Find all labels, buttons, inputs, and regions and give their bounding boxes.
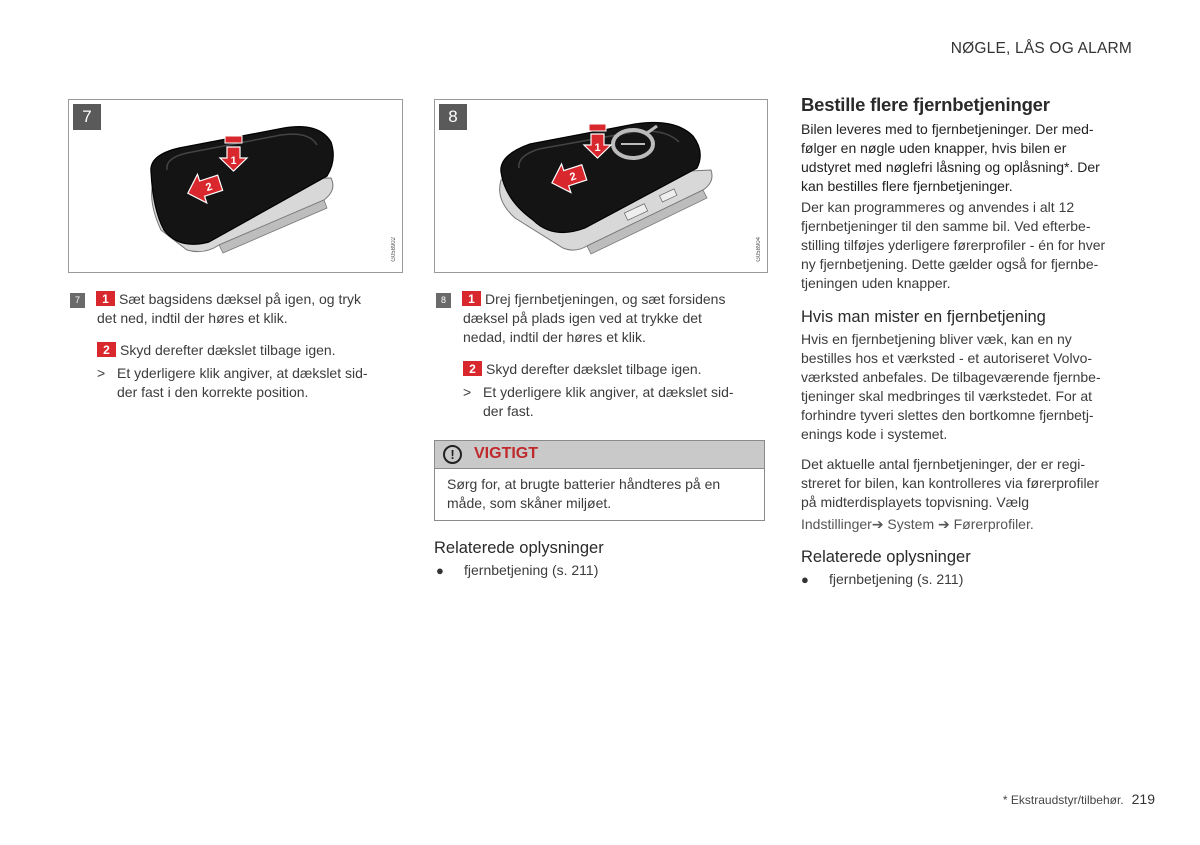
important-label: VIGTIGT — [474, 445, 538, 462]
important-line: Sørg for, at brugte batterier håndteres på en — [447, 476, 721, 492]
menu-path: Indstillinger➔ System ➔ Førerprofiler. — [801, 516, 1034, 532]
step-7-instruction — [70, 290, 400, 328]
svg-text:2: 2 — [103, 343, 110, 357]
substep-2 — [463, 360, 763, 379]
step-number-badge: 8 — [436, 293, 451, 308]
result-note — [463, 383, 763, 423]
text-line: på midterdisplayets topvisning. Vælg — [801, 494, 1030, 510]
figure-code: G058902 — [391, 237, 397, 262]
exclamation-icon: ! — [443, 445, 462, 464]
text-line: streret for bilen, kan kontrolleres via førerprofiler — [801, 475, 1099, 491]
paragraph-intro — [801, 120, 1141, 196]
text-line: følger en nøgle uden knapper, hvis bilen er — [801, 140, 1067, 156]
important-text — [447, 475, 757, 513]
number-1-icon — [462, 291, 481, 306]
text-line: enings kode i systemet. — [801, 426, 948, 442]
related-link[interactable] — [801, 570, 1101, 590]
section-heading: Bestille flere fjernbetjeninger — [801, 94, 1050, 115]
text-line: Det aktuelle antal fjernbetjeninger, der er regi- — [801, 456, 1086, 472]
related-link-text[interactable]: fjernbetjening (s. 211) — [829, 571, 964, 587]
svg-text:2: 2 — [469, 362, 476, 376]
text-line: tjeninger skal medbringes til værkstedet. For at — [801, 388, 1093, 404]
chapter-title: NØGLE, LÅS OG ALARM — [950, 40, 1132, 57]
figure-number: 7 — [73, 104, 101, 130]
related-heading: Relaterede oplysninger — [801, 548, 971, 566]
text-line: Bilen leveres med to fjernbetjeninger. Der med- — [801, 121, 1094, 137]
paragraph-lost-remote — [801, 330, 1141, 444]
number-2-icon — [463, 361, 482, 376]
text-line: udstyret med nøglefri låsning og oplåsning*. Der — [801, 159, 1100, 175]
important-notice — [434, 440, 765, 521]
step-text: Drej fjernbetjeningen, og sæt forsidens — [485, 291, 726, 307]
number-2-icon — [97, 342, 116, 357]
page-number: 219 — [1131, 791, 1155, 807]
result-text: der fast. — [483, 403, 534, 419]
step-text: Sæt bagsidens dæksel på igen, og tryk — [119, 291, 362, 307]
text-line: tjeningen uden knapper. — [801, 275, 951, 291]
text-line: forhindre tyveri slettes den bortkomne fjernbetj- — [801, 407, 1094, 423]
key-fob-illustration — [69, 100, 402, 272]
text-line: Der kan programmeres og anvendes i alt 12 — [801, 199, 1075, 215]
page-footer — [1003, 791, 1155, 807]
step-text: dæksel på plads igen ved at trykke det — [463, 310, 702, 326]
text-line: værksted anbefales. De tilbageværende fjernbe- — [801, 369, 1101, 385]
step-8-instruction — [436, 290, 766, 347]
related-link-text[interactable]: fjernbetjening (s. 211) — [464, 562, 599, 578]
svg-text:1: 1 — [468, 292, 475, 306]
step-text: det ned, indtil der høres et klik. — [97, 310, 288, 326]
related-link[interactable] — [436, 561, 736, 581]
svg-text:2: 2 — [204, 180, 214, 195]
svg-text:1: 1 — [230, 155, 237, 167]
result-text: der fast i den korrekte position. — [117, 384, 309, 400]
text-line: Hvis en fjernbetjening bliver væk, kan en ny — [801, 331, 1072, 347]
text-line: stilling tilføjes yderligere førerprofiler - én for hver — [801, 237, 1106, 253]
result-arrow: > — [463, 384, 472, 400]
substep-2 — [97, 341, 397, 360]
figure-8 — [434, 99, 768, 273]
related-heading: Relaterede oplysninger — [434, 539, 604, 557]
figure-number: 8 — [439, 104, 467, 130]
substep-text: Skyd derefter dækslet tilbage igen. — [486, 361, 702, 377]
lost-remote-heading: Hvis man mister en fjernbetjening — [801, 308, 1046, 326]
step-number-badge: 7 — [70, 293, 85, 308]
figure-code: G058904 — [756, 237, 762, 262]
svg-text:2: 2 — [568, 170, 578, 184]
paragraph-driver-profiles — [801, 455, 1141, 534]
footnote-text: * Ekstraudstyr/tilbehør. — [1002, 793, 1124, 807]
substep-text: Skyd derefter dækslet tilbage igen. — [120, 342, 336, 358]
result-note — [97, 364, 397, 404]
figure-7 — [68, 99, 403, 273]
text-line: fjernbetjeninger til den samme bil. Ved efterbe- — [801, 218, 1091, 234]
text-line: kan bestilles flere fjernbetjeninger. — [801, 178, 1013, 194]
result-text: Et yderligere klik angiver, at dækslet sid- — [483, 384, 734, 400]
number-1-icon — [96, 291, 115, 306]
step-text: nedad, indtil der høres et klik. — [463, 329, 646, 345]
bullet-icon: ● — [801, 572, 809, 587]
text-line: ny fjernbetjening. Dette gælder også for fjernbe- — [801, 256, 1099, 272]
svg-text:1: 1 — [102, 292, 109, 306]
result-arrow: > — [97, 365, 106, 381]
important-line: måde, som skåner miljøet. — [447, 495, 612, 511]
important-header — [435, 441, 764, 469]
paragraph-programming — [801, 198, 1141, 293]
key-fob-illustration — [435, 100, 767, 272]
text-line: bestilles hos et værksted - et autoriseret Volvo- — [801, 350, 1093, 366]
svg-text:1: 1 — [594, 142, 601, 154]
result-text: Et yderligere klik angiver, at dækslet sid- — [117, 365, 368, 381]
bullet-icon: ● — [436, 563, 444, 578]
